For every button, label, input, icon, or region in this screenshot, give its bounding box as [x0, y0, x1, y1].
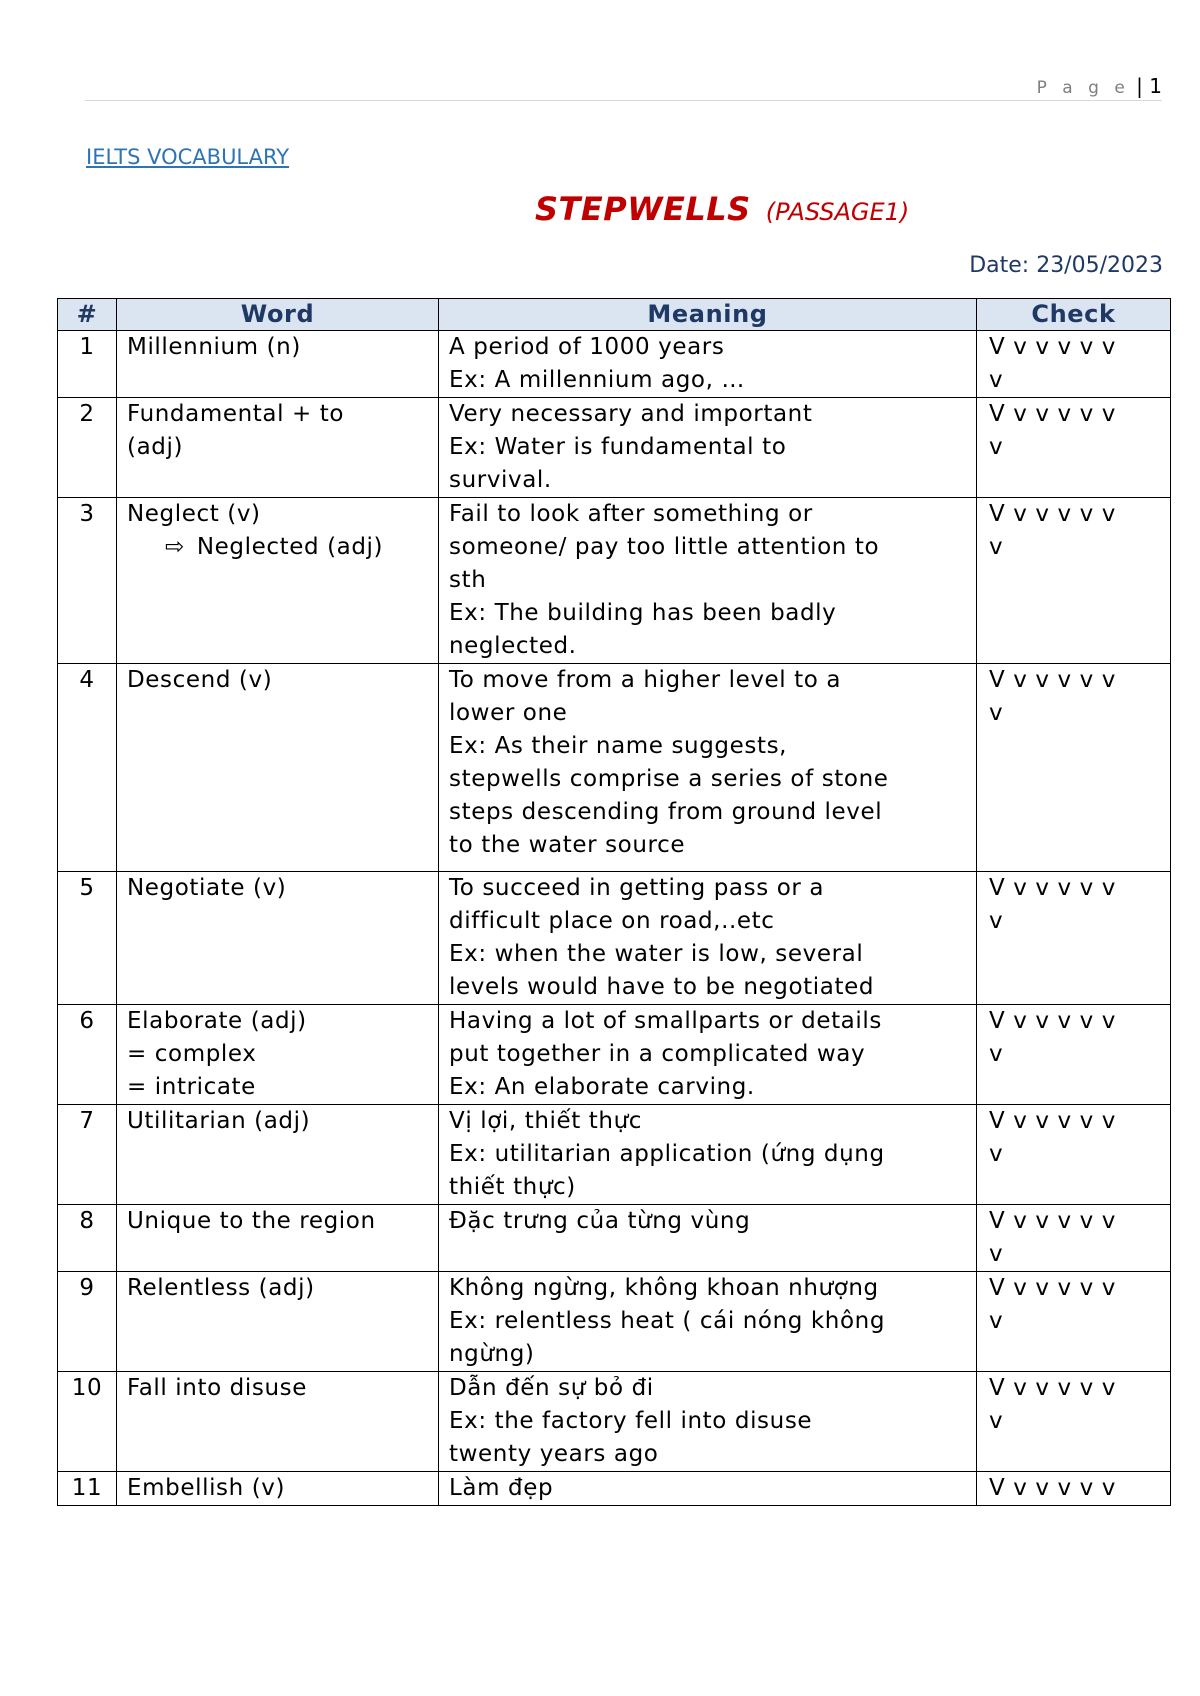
meaning-line: steps descending from ground level	[449, 799, 883, 825]
meaning-line: someone/ pay too little attention to	[449, 534, 880, 560]
meaning-line: Ex: The building has been badly	[449, 600, 837, 626]
check-line: v	[989, 1408, 1004, 1434]
meaning-cell	[439, 498, 977, 664]
check-line: V v v v v v	[989, 1208, 1116, 1234]
row-number-cell	[58, 498, 117, 664]
table-row	[58, 398, 1171, 498]
row-number: 3	[79, 501, 95, 527]
row-number-cell	[58, 1205, 117, 1272]
check-cell	[977, 1005, 1171, 1105]
word-line: Utilitarian (adj)	[127, 1108, 311, 1134]
table-row	[58, 1205, 1171, 1272]
word-cell	[117, 498, 439, 664]
column-header-meaning: Meaning	[439, 299, 977, 331]
column-header-check: Check	[977, 299, 1171, 331]
table-row	[58, 872, 1171, 1005]
word-derived-line	[127, 531, 428, 564]
meaning-line: lower one	[449, 700, 568, 726]
word-cell	[117, 1472, 439, 1506]
meaning-line: neglected.	[449, 633, 577, 659]
title-sub: (PASSAGE1)	[765, 198, 910, 226]
table-row	[58, 1105, 1171, 1205]
check-line: V v v v v v	[989, 1475, 1116, 1501]
meaning-line: put together in a complicated way	[449, 1041, 866, 1067]
row-number: 4	[79, 667, 95, 693]
meaning-cell	[439, 331, 977, 398]
table-row	[58, 1472, 1171, 1506]
word-line: Negotiate (v)	[127, 875, 287, 901]
table-row	[58, 498, 1171, 664]
check-line: V v v v v v	[989, 1008, 1116, 1034]
row-number: 7	[79, 1108, 95, 1134]
date-label: Date: 23/05/2023	[969, 253, 1163, 278]
check-cell	[977, 1472, 1171, 1506]
meaning-cell	[439, 872, 977, 1005]
meaning-line: Dẫn đến sự bỏ đi	[449, 1375, 654, 1401]
check-line: v	[989, 434, 1004, 460]
check-line: v	[989, 700, 1004, 726]
word-line: Relentless (adj)	[127, 1275, 315, 1301]
row-number-cell	[58, 664, 117, 872]
check-cell	[977, 1105, 1171, 1205]
row-number-cell	[58, 1105, 117, 1205]
word-cell	[117, 872, 439, 1005]
word-cell	[117, 1005, 439, 1105]
word-line: Millennium (n)	[127, 334, 301, 360]
meaning-cell	[439, 664, 977, 872]
meaning-line: Very necessary and important	[449, 401, 813, 427]
table-row	[58, 1272, 1171, 1372]
table-row	[58, 331, 1171, 398]
page-number: 1	[1149, 74, 1162, 98]
word-line: = complex	[127, 1041, 257, 1067]
table-row	[58, 1005, 1171, 1105]
check-line: V v v v v v	[989, 1275, 1116, 1301]
word-line: Embellish (v)	[127, 1475, 286, 1501]
meaning-cell	[439, 1205, 977, 1272]
row-number: 10	[71, 1375, 103, 1401]
meaning-line: Ex: Water is fundamental to	[449, 434, 787, 460]
meaning-line: Ex: relentless heat ( cái nóng không	[449, 1308, 886, 1334]
meaning-line: Ex: An elaborate carving.	[449, 1074, 755, 1100]
title-main: STEPWELLS	[535, 190, 751, 228]
page-number-label	[1037, 74, 1162, 98]
meaning-line: sth	[449, 567, 487, 593]
check-line: V v v v v v	[989, 1375, 1116, 1401]
table-row	[58, 1372, 1171, 1472]
check-line: V v v v v v	[989, 401, 1116, 427]
page-separator: |	[1136, 74, 1143, 98]
document-title	[535, 190, 909, 228]
check-line: V v v v v v	[989, 334, 1116, 360]
meaning-line: To succeed in getting pass or a	[449, 875, 825, 901]
meaning-cell	[439, 1372, 977, 1472]
meaning-line: to the water source	[449, 832, 686, 858]
meaning-line: Fail to look after something or	[449, 501, 813, 527]
row-number-cell	[58, 1272, 117, 1372]
meaning-line: Ex: As their name suggests,	[449, 733, 788, 759]
row-number: 5	[79, 875, 95, 901]
word-line: Neglect (v)	[127, 501, 261, 527]
table-body	[58, 331, 1171, 1506]
check-line: v	[989, 1041, 1004, 1067]
word-cell	[117, 1372, 439, 1472]
meaning-line: A period of 1000 years	[449, 334, 725, 360]
meaning-line: difficult place on road,..etc	[449, 908, 775, 934]
meaning-line: Ex: when the water is low, several	[449, 941, 864, 967]
check-cell	[977, 1205, 1171, 1272]
meaning-line: Làm đẹp	[449, 1475, 554, 1501]
meaning-line: thiết thực)	[449, 1174, 576, 1200]
ielts-vocabulary-link[interactable]: IELTS VOCABULARY	[86, 145, 290, 169]
check-line: V v v v v v	[989, 667, 1116, 693]
check-line: v	[989, 534, 1004, 560]
check-line: V v v v v v	[989, 501, 1116, 527]
word-line: (adj)	[127, 434, 184, 460]
meaning-line: Having a lot of smallparts or details	[449, 1008, 882, 1034]
meaning-line: twenty years ago	[449, 1441, 659, 1467]
word-line: Unique to the region	[127, 1208, 376, 1234]
table-header-row	[58, 299, 1171, 331]
row-number-cell	[58, 1005, 117, 1105]
row-number: 6	[79, 1008, 95, 1034]
meaning-cell	[439, 1272, 977, 1372]
meaning-cell	[439, 398, 977, 498]
check-cell	[977, 331, 1171, 398]
check-line: v	[989, 1241, 1004, 1267]
meaning-cell	[439, 1005, 977, 1105]
check-line: v	[989, 908, 1004, 934]
check-cell	[977, 498, 1171, 664]
meaning-line: stepwells comprise a series of stone	[449, 766, 889, 792]
word-cell	[117, 1105, 439, 1205]
arrow-right-icon: ⇨	[165, 534, 185, 560]
meaning-line: Không ngừng, không khoan nhượng	[449, 1275, 879, 1301]
meaning-line: ngừng)	[449, 1341, 535, 1367]
row-number: 8	[79, 1208, 95, 1234]
check-line: v	[989, 1141, 1004, 1167]
meaning-line: Ex: the factory fell into disuse	[449, 1408, 813, 1434]
check-cell	[977, 1372, 1171, 1472]
word-line: Fall into disuse	[127, 1375, 307, 1401]
word-line: Fundamental + to	[127, 401, 345, 427]
meaning-line: Ex: utilitarian application (ứng dụng	[449, 1141, 885, 1167]
check-cell	[977, 398, 1171, 498]
check-line: v	[989, 367, 1004, 393]
row-number: 11	[71, 1475, 103, 1501]
row-number-cell	[58, 398, 117, 498]
row-number-cell	[58, 872, 117, 1005]
word-line: Descend (v)	[127, 667, 273, 693]
row-number-cell	[58, 331, 117, 398]
column-header-word: Word	[117, 299, 439, 331]
column-header-number: #	[58, 299, 117, 331]
word-cell	[117, 398, 439, 498]
meaning-line: Đặc trưng của từng vùng	[449, 1208, 751, 1234]
meaning-line: Vị lợi, thiết thực	[449, 1108, 642, 1134]
page-word: P a g e	[1036, 78, 1130, 98]
word-cell	[117, 664, 439, 872]
word-line: = intricate	[127, 1074, 256, 1100]
check-cell	[977, 1272, 1171, 1372]
meaning-line: levels would have to be negotiated	[449, 974, 875, 1000]
check-cell	[977, 664, 1171, 872]
vocabulary-table	[57, 298, 1171, 1506]
check-line: V v v v v v	[989, 1108, 1116, 1134]
row-number-cell	[58, 1472, 117, 1506]
check-line: V v v v v v	[989, 875, 1116, 901]
word-cell	[117, 1205, 439, 1272]
meaning-line: Ex: A millennium ago, …	[449, 367, 745, 393]
word-line: Elaborate (adj)	[127, 1008, 307, 1034]
meaning-line: To move from a higher level to a	[449, 667, 842, 693]
meaning-cell	[439, 1472, 977, 1506]
page-header	[85, 70, 1162, 101]
row-number: 2	[79, 401, 95, 427]
table-row	[58, 664, 1171, 872]
word-cell	[117, 331, 439, 398]
meaning-cell	[439, 1105, 977, 1205]
word-cell	[117, 1272, 439, 1372]
word-derived-text: Neglected (adj)	[196, 534, 384, 560]
row-number: 1	[79, 334, 95, 360]
check-line: v	[989, 1308, 1004, 1334]
check-cell	[977, 872, 1171, 1005]
row-number-cell	[58, 1372, 117, 1472]
row-number: 9	[79, 1275, 95, 1301]
meaning-line: survival.	[449, 467, 552, 493]
